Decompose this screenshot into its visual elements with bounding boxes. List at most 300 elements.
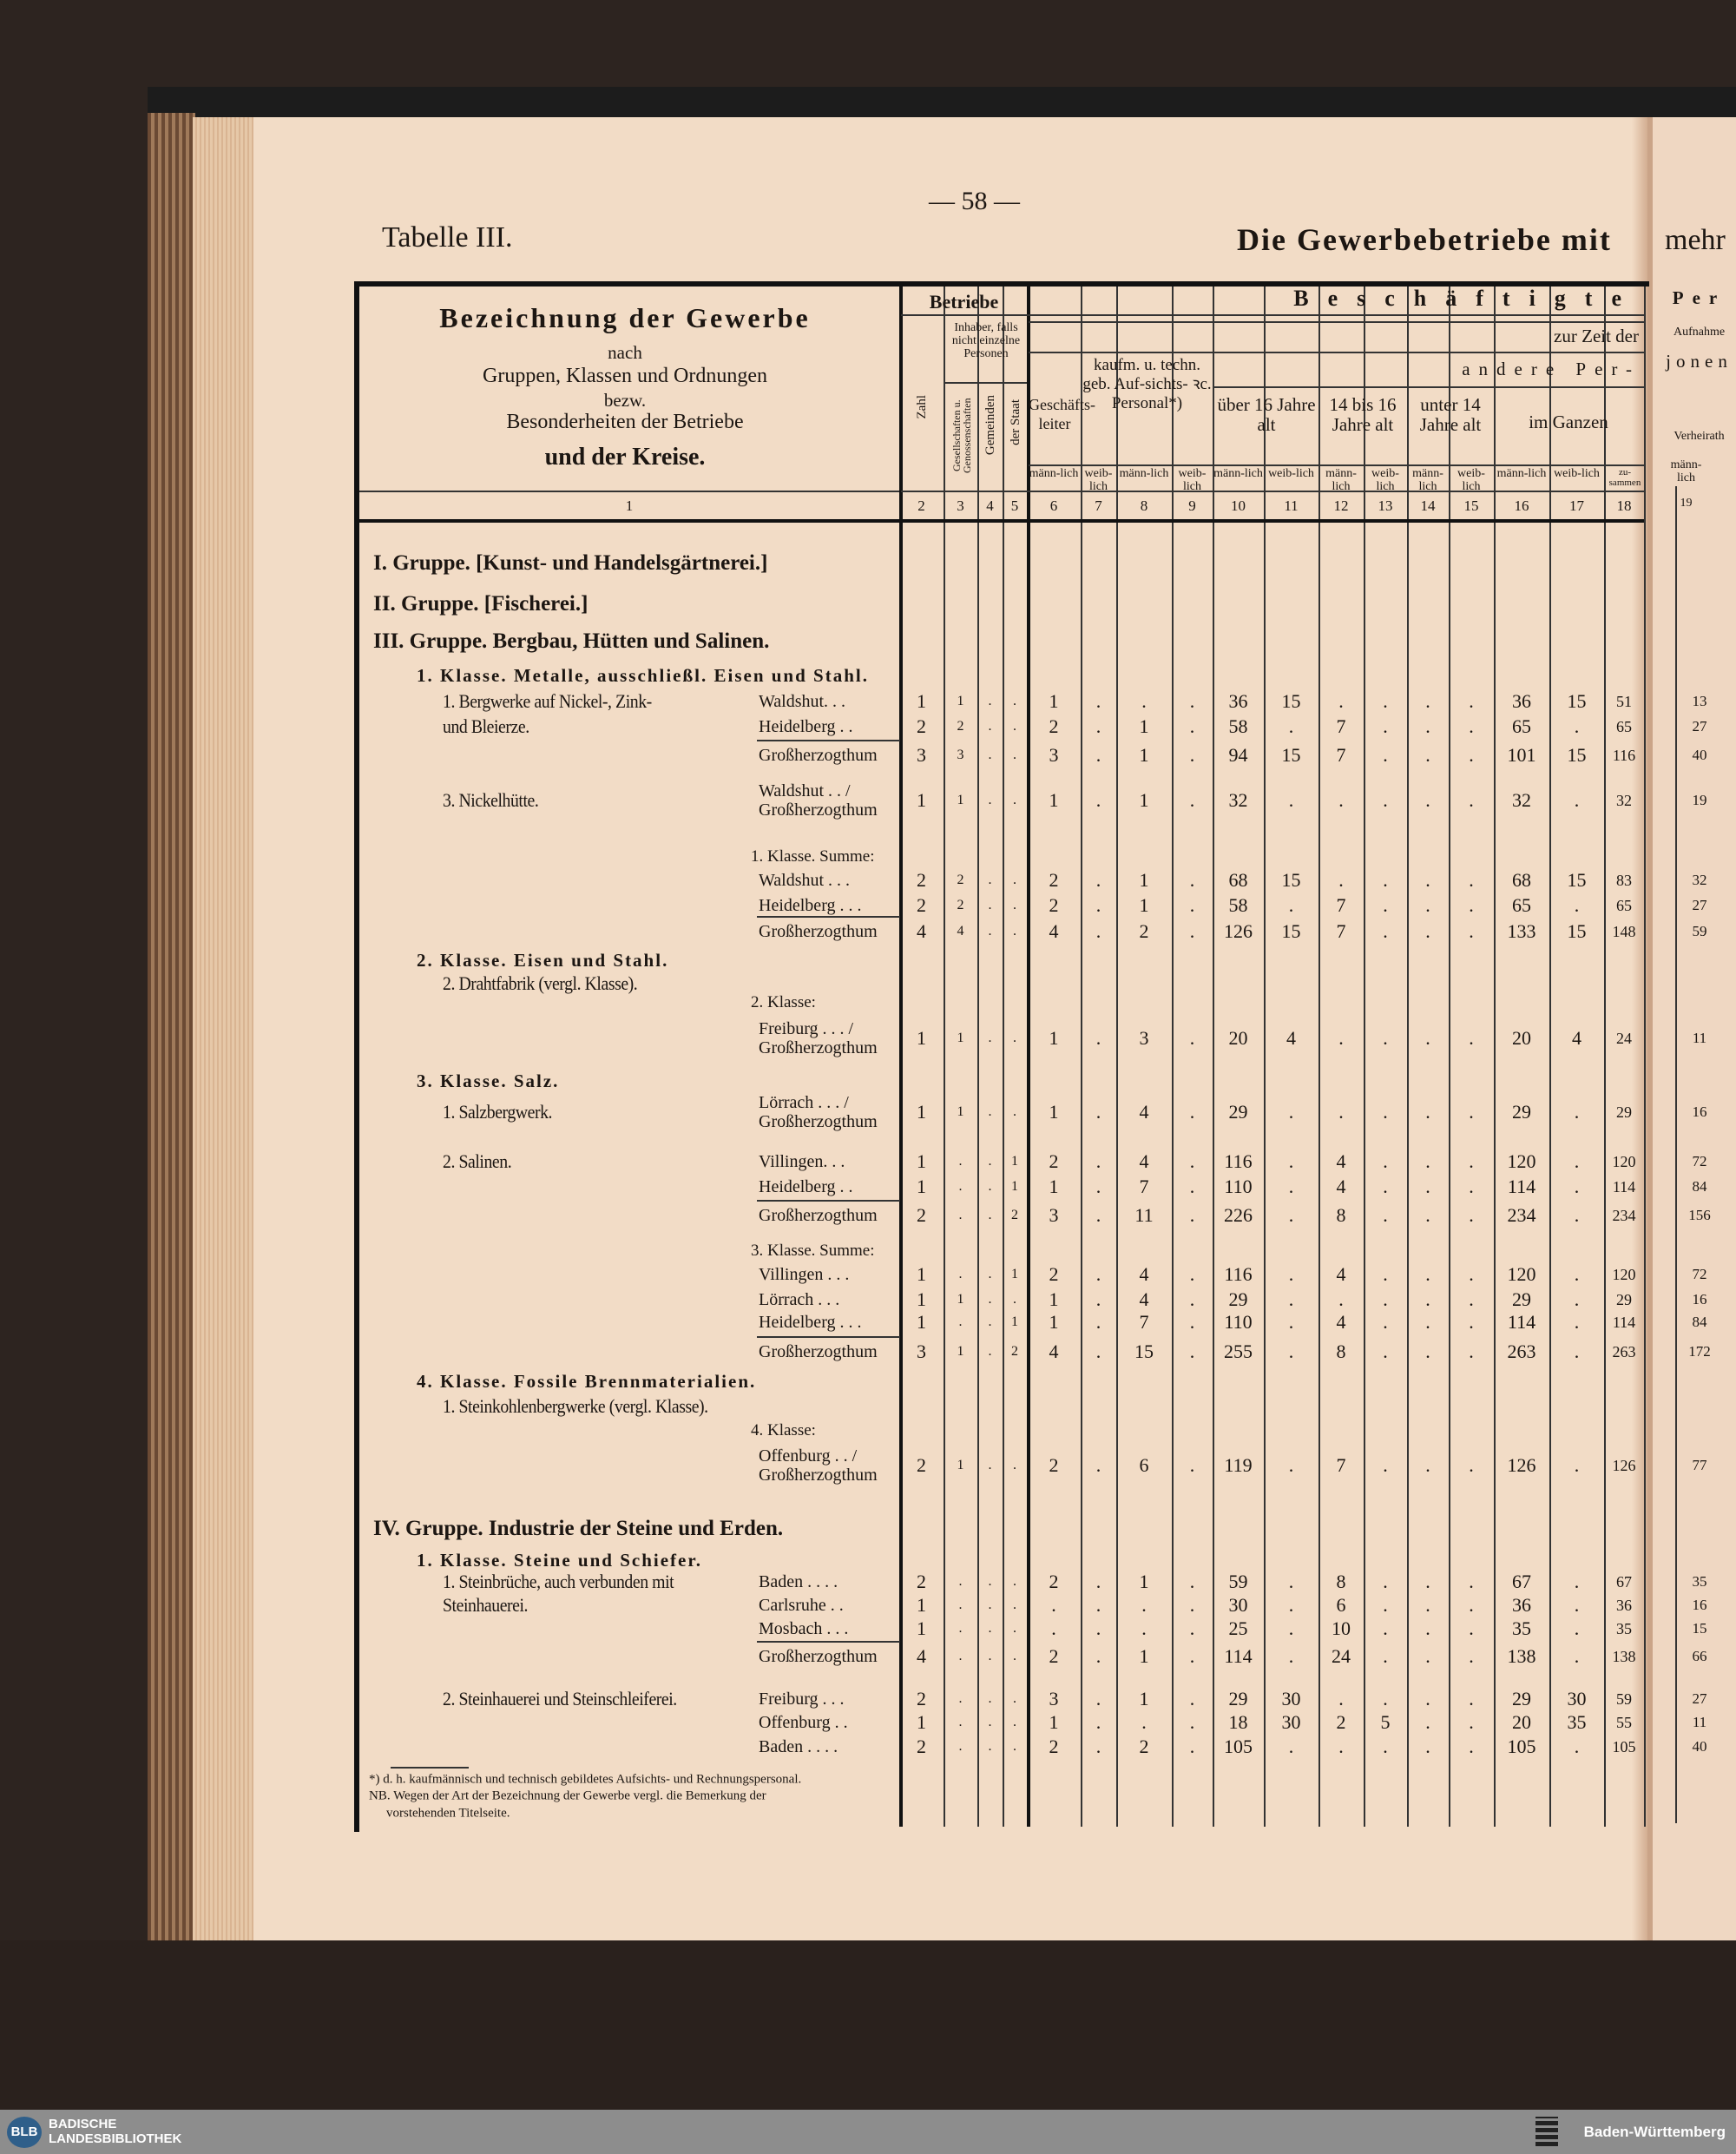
district-label: Heidelberg . . . — [759, 1313, 862, 1332]
right-page-title: mehr — [1665, 224, 1726, 256]
cell-value: . — [1095, 869, 1101, 891]
cell-value: . — [1141, 690, 1147, 712]
cell-value: . — [958, 1649, 963, 1663]
cell-value: 30 — [1567, 1688, 1587, 1709]
cell-value: 1 — [957, 1031, 964, 1045]
cell-value: 1 — [1139, 894, 1149, 916]
column-number: 8 — [1140, 497, 1148, 514]
cell-value: 2 — [917, 1688, 926, 1709]
cell-value: . — [1095, 1263, 1101, 1285]
cell-value: 29 — [1512, 1288, 1531, 1310]
cell-value: . — [1425, 1594, 1430, 1616]
right-page-value: 32 — [1692, 872, 1707, 888]
cell-value: . — [988, 793, 992, 807]
staat-label: der Staat — [1008, 399, 1023, 445]
table-label: Tabelle III. — [382, 221, 513, 254]
cell-value: 15 — [1567, 869, 1587, 891]
cell-value: . — [1095, 1176, 1101, 1197]
row-label: 2. Salinen. — [443, 1150, 512, 1172]
cell-value: 1 — [957, 1104, 964, 1119]
cell-value: 4 — [1286, 1027, 1296, 1049]
row-label: 1. Steinkohlenbergwerke (vergl. Klasse). — [443, 1395, 708, 1417]
cell-value: 1 — [917, 1101, 926, 1123]
gemeinden-header — [979, 395, 1003, 459]
cell-value: 2 — [1049, 894, 1059, 916]
right-page-value: 27 — [1692, 1690, 1707, 1707]
cell-value: . — [1013, 1649, 1016, 1663]
header-rule — [359, 491, 899, 492]
cell-value: 7 — [1336, 744, 1346, 766]
cell-value: 1 — [1011, 1267, 1018, 1281]
right-jonen-header: jonen — [1666, 351, 1733, 372]
header-rule — [901, 491, 1644, 492]
cell-value: . — [1013, 1739, 1016, 1754]
cell-value: 2 — [917, 1736, 926, 1757]
cell-value: . — [1469, 1454, 1474, 1476]
cell-value: . — [1383, 1176, 1388, 1197]
state-name[interactable]: Baden-Württemberg — [1583, 2124, 1726, 2140]
cell-value: . — [1189, 1736, 1195, 1757]
cell-value: . — [1574, 1571, 1580, 1592]
cell-value: . — [988, 873, 992, 887]
cell-value: . — [1469, 1571, 1474, 1592]
cell-value: . — [1013, 1292, 1016, 1307]
cell-value: . — [1383, 1454, 1388, 1476]
column-divider — [1644, 287, 1646, 1827]
cell-value: . — [1574, 1645, 1580, 1667]
cell-value: . — [1013, 1691, 1016, 1706]
cell-value: 65 — [1616, 718, 1632, 735]
right-page-value: 16 — [1692, 1291, 1707, 1308]
unter-14-header: unter 14 Jahre alt — [1419, 394, 1482, 435]
cell-value: . — [1013, 1031, 1016, 1045]
right-page-value: 16 — [1692, 1597, 1707, 1613]
cell-value: . — [958, 1154, 963, 1169]
cell-value: 32 — [1616, 792, 1632, 809]
header-rule — [359, 519, 1644, 523]
cell-value: . — [1288, 1204, 1294, 1226]
cell-value: . — [1469, 715, 1474, 737]
cell-value: 8 — [1336, 1571, 1346, 1592]
cell-value: 8 — [1336, 1340, 1346, 1362]
cell-value: 4 — [1336, 1263, 1346, 1285]
cell-value: 3 — [1049, 1204, 1059, 1226]
cell-value: 1 — [917, 1711, 926, 1733]
cell-value: . — [1574, 1594, 1580, 1616]
cell-value: . — [1095, 920, 1101, 942]
cell-value: . — [1469, 1150, 1474, 1172]
state-crest-icon — [1535, 2117, 1558, 2146]
column-number: 14 — [1420, 497, 1436, 514]
cell-value: 68 — [1512, 869, 1531, 891]
cell-value: 2 — [957, 898, 964, 912]
cell-value: . — [1425, 1454, 1430, 1476]
district-label: Großherzogthum — [759, 1206, 878, 1225]
cell-value: 4 — [1139, 1288, 1149, 1310]
cell-value: 1 — [1139, 789, 1149, 811]
cell-value: . — [988, 1344, 992, 1359]
blb-logo[interactable]: BLB — [7, 2117, 42, 2148]
cell-value: . — [1383, 1101, 1388, 1123]
cell-value: . — [1574, 1736, 1580, 1757]
cell-value: . — [1095, 1711, 1101, 1733]
cell-value: . — [958, 1208, 963, 1222]
cell-value: . — [1288, 1594, 1294, 1616]
cell-value: . — [958, 1621, 963, 1636]
maennlich-header: männ-lich — [1412, 467, 1443, 493]
column-divider — [1116, 287, 1118, 1827]
cell-value: . — [1288, 1736, 1294, 1757]
cell-value: 2 — [1336, 1711, 1346, 1733]
cell-value: 1 — [1049, 1288, 1059, 1310]
cell-value: 30 — [1281, 1711, 1301, 1733]
column-divider — [1494, 287, 1496, 1827]
cell-value: 2 — [917, 869, 926, 891]
cell-value: 24 — [1616, 1030, 1632, 1047]
district-label: Waldshut. . . — [759, 692, 846, 711]
footer-bar — [0, 2110, 1736, 2154]
cell-value: . — [1095, 1027, 1101, 1049]
cell-value: 5 — [1380, 1711, 1391, 1733]
cell-value: 29 — [1228, 1688, 1248, 1709]
district-label: Offenburg . . / Großherzogthum — [759, 1446, 878, 1485]
cell-value: 2 — [917, 894, 926, 916]
cell-value: . — [988, 1621, 992, 1636]
cell-value: . — [1425, 1711, 1430, 1733]
cell-value: . — [1574, 1288, 1580, 1310]
cell-value: . — [1338, 1288, 1344, 1310]
page-title: Die Gewerbebetriebe mit — [1237, 222, 1612, 257]
district-label: Waldshut . . / Großherzogthum — [759, 781, 878, 820]
cell-value: 120 — [1507, 1150, 1536, 1172]
cell-value: 2 — [1049, 869, 1059, 891]
cell-value: . — [1288, 1176, 1294, 1197]
column-number: 15 — [1463, 497, 1479, 514]
cell-value: 3 — [917, 1340, 926, 1362]
cell-value: . — [1095, 1736, 1101, 1757]
cell-value: . — [988, 1104, 992, 1119]
cell-value: 2 — [1011, 1208, 1018, 1222]
cell-value: . — [1574, 1454, 1580, 1476]
cell-value: 4 — [1049, 1340, 1059, 1362]
cell-value: . — [1189, 1340, 1195, 1362]
sum-rule — [757, 1200, 900, 1202]
column-number: 12 — [1333, 497, 1349, 514]
maennlich-header: männ-lich — [1029, 467, 1079, 480]
district-label: Baden . . . . — [759, 1737, 838, 1756]
cell-value: . — [1469, 1711, 1474, 1733]
cell-value: 1 — [1049, 1027, 1059, 1049]
cell-value: . — [1383, 744, 1388, 766]
cell-value: . — [988, 1179, 992, 1194]
zahl-label: Zahl — [915, 395, 929, 419]
cell-value: . — [1141, 1711, 1147, 1733]
cell-value: . — [1425, 715, 1430, 737]
right-page-value: 16 — [1692, 1103, 1707, 1120]
subtotal-heading: 2. Klasse: — [751, 993, 816, 1011]
cell-value: . — [1288, 894, 1294, 916]
cell-value: . — [1095, 1288, 1101, 1310]
cell-value: 1 — [957, 793, 964, 807]
cell-value: . — [1189, 869, 1195, 891]
column-divider — [1449, 287, 1450, 1827]
header-rule — [1029, 352, 1644, 353]
cell-value: . — [1013, 898, 1016, 912]
zur-zeit-header: zur Zeit der — [1554, 326, 1639, 346]
cell-value: . — [1189, 1688, 1195, 1709]
cell-value: . — [1338, 1027, 1344, 1049]
sum-rule — [757, 916, 900, 918]
cell-value: . — [1095, 1311, 1101, 1333]
cell-value: . — [1383, 1594, 1388, 1616]
cell-value: 226 — [1224, 1204, 1253, 1226]
header-rule — [945, 382, 1027, 384]
weiblich-header: weib-lich — [1178, 467, 1207, 493]
cell-value: . — [1574, 1150, 1580, 1172]
district-label: Baden . . . . — [759, 1572, 838, 1591]
cell-value: . — [1383, 1027, 1388, 1049]
cell-value: . — [1469, 920, 1474, 942]
cell-value: 1 — [1049, 1711, 1059, 1733]
cell-value: 15 — [1567, 920, 1587, 942]
cell-value: . — [1013, 719, 1016, 734]
district-label: Heidelberg . . — [759, 1177, 853, 1196]
cell-value: . — [1383, 1571, 1388, 1592]
cell-value: . — [1189, 1176, 1195, 1197]
cell-value: . — [1189, 690, 1195, 712]
cell-value: . — [958, 1715, 963, 1729]
cell-value: 114 — [1507, 1176, 1536, 1197]
cell-value: . — [1469, 869, 1474, 891]
cell-value: . — [1095, 1340, 1101, 1362]
cell-value: 32 — [1512, 789, 1531, 811]
cell-value: 2 — [1011, 1344, 1018, 1359]
right-page-value: 156 — [1688, 1207, 1711, 1223]
cell-value: 1 — [957, 694, 964, 708]
cell-value: 138 — [1612, 1648, 1636, 1665]
aufsichtspersonal-header: kaufm. u. techn. geb. Auf-sichts- ꝛc. Personal*) — [1082, 356, 1212, 412]
cell-value: . — [1189, 715, 1195, 737]
cell-value: . — [1013, 1458, 1016, 1472]
cell-value: . — [1189, 1645, 1195, 1667]
cell-value: 30 — [1228, 1594, 1248, 1616]
right-page-value: 72 — [1692, 1266, 1707, 1282]
cell-value: . — [1383, 1688, 1388, 1709]
column-number: 3 — [957, 497, 964, 514]
column-number: 2 — [917, 497, 925, 514]
row-label: und Bleierze. — [443, 715, 529, 737]
cell-value: 59 — [1616, 1690, 1632, 1708]
cell-value: . — [988, 1649, 992, 1663]
cell-value: 120 — [1507, 1263, 1536, 1285]
row-label: 2. Drahtfabrik (vergl. Klasse). — [443, 972, 638, 994]
cell-value: 29 — [1228, 1101, 1248, 1123]
cell-value: 67 — [1512, 1571, 1531, 1592]
cell-value: . — [1288, 1617, 1294, 1639]
cell-value: 36 — [1616, 1597, 1632, 1614]
cell-value: . — [1425, 1101, 1430, 1123]
cell-value: 55 — [1616, 1714, 1632, 1731]
cell-value: . — [1574, 1101, 1580, 1123]
cell-value: 138 — [1507, 1645, 1536, 1667]
gesellschaften-label: Gesellschaften u. Genossenschaften — [950, 398, 973, 474]
district-label: Lörrach . . . / Großherzogthum — [759, 1093, 878, 1131]
district-label: Lörrach . . . — [759, 1290, 840, 1309]
cell-value: 1 — [1139, 715, 1149, 737]
geschaeftsleiter-header: Geschäfts-leiter — [1029, 396, 1095, 432]
cell-value: . — [1095, 744, 1101, 766]
col1-line: Gruppen, Klassen und Ordnungen — [483, 365, 767, 387]
cell-value: . — [1469, 1340, 1474, 1362]
cell-value: . — [1574, 789, 1580, 811]
column-number: 16 — [1514, 497, 1529, 514]
cell-value: . — [1425, 920, 1430, 942]
cell-value: 2 — [1049, 1454, 1059, 1476]
cell-value: . — [1189, 1454, 1195, 1476]
cell-value: . — [1425, 1204, 1430, 1226]
cell-value: . — [1469, 690, 1474, 712]
cell-value: . — [1288, 1288, 1294, 1310]
cell-value: 1 — [1011, 1179, 1018, 1194]
cell-value: . — [1189, 1288, 1195, 1310]
cell-value: . — [1469, 744, 1474, 766]
cell-value: 126 — [1612, 1457, 1636, 1474]
right-page-value: 11 — [1692, 1714, 1707, 1730]
cell-value: 8 — [1336, 1204, 1346, 1226]
column-divider — [1318, 287, 1320, 1827]
cell-value: . — [1425, 1340, 1430, 1362]
cell-value: . — [1288, 1645, 1294, 1667]
cell-value: 15 — [1567, 744, 1587, 766]
cell-value: . — [1189, 1150, 1195, 1172]
cell-value: . — [1469, 1311, 1474, 1333]
right-page-value: 77 — [1692, 1457, 1707, 1473]
library-name[interactable] — [49, 2117, 181, 2146]
cell-value: 1 — [917, 789, 926, 811]
footnote: NB. Wegen der Art der Bezeichnung der Gewerbe vergl. die Bemerkung der — [369, 1788, 766, 1803]
cell-value: 1 — [1139, 744, 1149, 766]
right-page-value: 19 — [1692, 792, 1707, 808]
cell-value: . — [958, 1314, 963, 1329]
cell-value: . — [1383, 1288, 1388, 1310]
cell-value: 2 — [1049, 1645, 1059, 1667]
cell-value: . — [1383, 1736, 1388, 1757]
district-label: Großherzogthum — [759, 1342, 878, 1361]
cell-value: 29 — [1228, 1288, 1248, 1310]
cell-value: . — [1383, 690, 1388, 712]
cell-value: 110 — [1224, 1176, 1253, 1197]
cell-value: . — [988, 1031, 992, 1045]
cell-value: 133 — [1507, 920, 1536, 942]
beschaeftigte-header: Beschäftigte — [1293, 286, 1641, 311]
column-divider — [977, 287, 979, 1827]
cell-value: . — [1288, 1571, 1294, 1592]
cell-value: . — [988, 694, 992, 708]
subtotal-heading: 4. Klasse: — [751, 1421, 816, 1439]
column-number: 9 — [1188, 497, 1196, 514]
cell-value: . — [1095, 690, 1101, 712]
cell-value: 4 — [1336, 1176, 1346, 1197]
cell-value: . — [988, 1715, 992, 1729]
maennlich-header: männ-lich — [1213, 467, 1263, 480]
subtotal-heading: 3. Klasse. Summe: — [751, 1242, 875, 1260]
cell-value: . — [988, 1292, 992, 1307]
cell-value: 36 — [1512, 690, 1531, 712]
col1-title: Bezeichnung der Gewerbe — [439, 302, 811, 333]
column-number: 10 — [1231, 497, 1246, 514]
col1-line: nach — [608, 342, 642, 363]
cell-value: . — [1288, 1454, 1294, 1476]
row-label: 3. Klasse. Salz. — [417, 1070, 560, 1091]
column-number: 11 — [1284, 497, 1299, 514]
cell-value: 51 — [1616, 693, 1632, 710]
cell-value: . — [1425, 1688, 1430, 1709]
column-divider — [944, 287, 945, 1827]
cell-value: . — [1425, 1617, 1430, 1639]
district-label: Freiburg . . . / Großherzogthum — [759, 1019, 878, 1057]
right-aufnahme-header: Aufnahme — [1673, 326, 1726, 339]
cell-value: 1 — [1011, 1314, 1018, 1329]
cell-value: 116 — [1224, 1150, 1253, 1172]
cell-value: . — [1574, 715, 1580, 737]
column-divider — [1027, 287, 1030, 1827]
cell-value: . — [988, 1154, 992, 1169]
cell-value: . — [1051, 1617, 1056, 1639]
cell-value: 114 — [1507, 1311, 1536, 1333]
cell-value: . — [1013, 1621, 1016, 1636]
right-page-value: 59 — [1692, 923, 1707, 939]
cell-value: 1 — [917, 1263, 926, 1285]
row-label: 4. Klasse. Fossile Brennmaterialien. — [417, 1371, 757, 1392]
library-name-line2: LANDESBIBLIOTHEK — [49, 2131, 182, 2146]
inhaber-header: Inhaber, falls nicht einzelne Personen — [951, 321, 1021, 360]
cell-value: 1 — [917, 1176, 926, 1197]
district-label: Offenburg . . — [759, 1713, 848, 1732]
sum-rule — [757, 740, 900, 741]
row-label: 1. Salzbergwerk. — [443, 1101, 553, 1123]
cell-value: 3 — [1139, 1027, 1149, 1049]
cell-value: . — [1425, 1263, 1430, 1285]
cell-value: . — [1013, 1597, 1016, 1612]
cell-value: 263 — [1612, 1343, 1636, 1360]
cell-value: 36 — [1228, 690, 1248, 712]
cell-value: . — [1469, 1645, 1474, 1667]
cell-value: . — [1141, 1594, 1147, 1616]
cell-value: . — [1095, 715, 1101, 737]
cell-value: . — [1013, 1715, 1016, 1729]
column-divider — [1213, 287, 1214, 1827]
right-page-value: 40 — [1692, 747, 1707, 763]
betriebe-header: Betriebe — [929, 291, 999, 313]
gemeinden-label: Gemeinden — [983, 395, 997, 456]
cell-value: 1 — [957, 1458, 964, 1472]
cell-value: 7 — [1336, 920, 1346, 942]
right-page-value: 72 — [1692, 1153, 1707, 1169]
district-label: Heidelberg . . . — [759, 896, 862, 915]
right-maennlich-header: männ-lich — [1670, 458, 1702, 484]
right-page-value: 13 — [1692, 693, 1707, 709]
zahl-header — [901, 395, 944, 424]
cell-value: 15 — [1281, 869, 1301, 891]
cell-value: . — [1095, 1645, 1101, 1667]
cell-value: 101 — [1507, 744, 1536, 766]
14-bis-16-header: 14 bis 16 Jahre alt — [1329, 394, 1397, 435]
cell-value: . — [1469, 1736, 1474, 1757]
cell-value: . — [1425, 1311, 1430, 1333]
header-rule — [901, 314, 1644, 316]
cell-value: . — [1574, 1204, 1580, 1226]
cell-value: . — [1288, 1101, 1294, 1123]
